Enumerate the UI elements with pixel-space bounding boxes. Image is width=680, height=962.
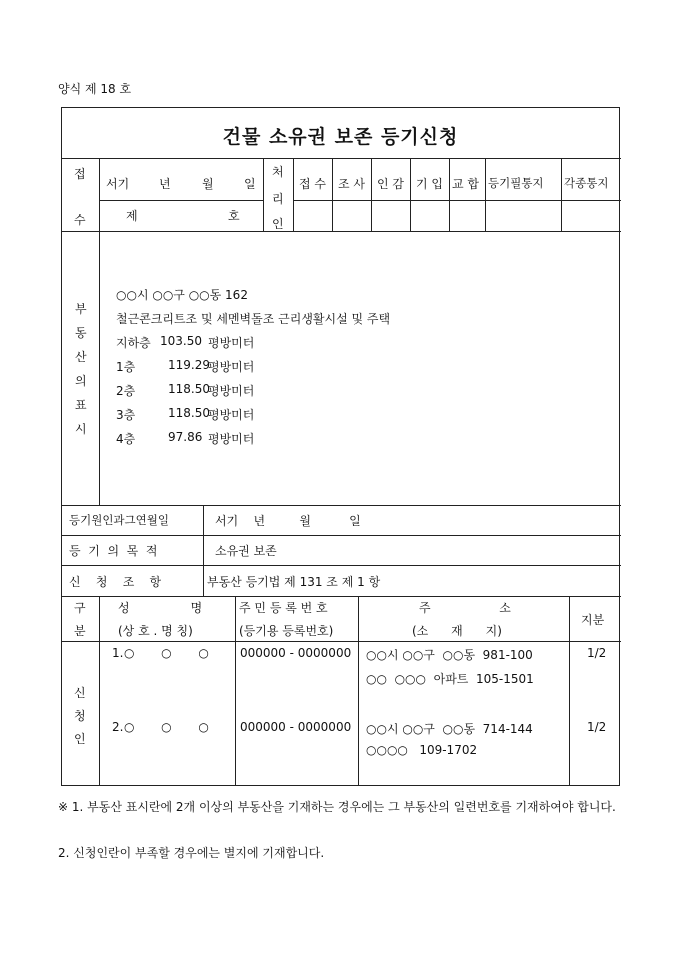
divider <box>293 200 621 201</box>
receipt-label-top: 접 <box>74 167 86 181</box>
divider <box>99 596 100 786</box>
divider <box>485 158 486 231</box>
col-seal: 인 감 <box>377 177 404 191</box>
category-label: 분 <box>74 624 86 638</box>
note-2: 2. 신청인란이 부족할 경우에는 별지에 기재합니다. <box>58 846 325 860</box>
divider <box>62 231 621 232</box>
floor-area: 118.50 <box>168 382 210 396</box>
processor-label: 인 <box>272 217 284 231</box>
receipt-no-prefix: 제 <box>126 209 138 223</box>
applicant-name: ○ ○ ○ <box>124 720 209 734</box>
form-title: 건물 소유권 보존 등기신청 <box>222 126 459 148</box>
receipt-label-bottom: 수 <box>74 213 86 227</box>
address-header: 주 소 <box>419 601 511 615</box>
property-label: 동 <box>75 326 87 340</box>
applicants-label: 청 <box>74 709 86 723</box>
applicant-reg-no: 000000 - 0000000 <box>240 646 352 660</box>
floor-area: 103.50 <box>160 334 202 348</box>
applicant-name: ○ ○ ○ <box>124 646 209 660</box>
applicant-no: 2. <box>112 720 124 734</box>
col-other-notice: 각종통지 <box>564 176 609 190</box>
purpose-value: 소유권 보존 <box>215 544 277 558</box>
floor-unit: 평방미터 <box>208 384 255 398</box>
receipt-month: 월 <box>202 177 214 191</box>
divider <box>62 596 621 597</box>
property-structure: 철근콘크리트조 및 세멘벽돌조 근리생활시설 및 주택 <box>116 312 391 326</box>
divider <box>99 158 100 505</box>
property-label: 산 <box>75 350 87 364</box>
applicants-label: 신 <box>74 686 86 700</box>
processor-label: 리 <box>272 192 284 206</box>
property-label: 의 <box>75 374 87 388</box>
receipt-no-suffix: 호 <box>228 209 240 223</box>
divider <box>410 158 411 231</box>
col-entry: 기 입 <box>416 177 443 191</box>
applicant-no: 1. <box>112 646 124 660</box>
applicant-share: 1/2 <box>587 646 607 660</box>
category-label: 구 <box>74 601 86 615</box>
divider <box>569 596 570 786</box>
clause-label: 신 청 조 항 <box>69 575 162 589</box>
receipt-year: 년 <box>159 177 171 191</box>
floor-unit: 평방미터 <box>208 432 255 446</box>
divider <box>371 158 372 231</box>
reg-no-subheader: (등기용 등록번호) <box>239 624 334 638</box>
floor-name: 4층 <box>116 432 136 446</box>
property-label: 부 <box>75 302 87 316</box>
divider <box>449 158 450 231</box>
address-subheader: (소 재 지) <box>412 624 502 638</box>
divider <box>62 505 621 506</box>
divider <box>332 158 333 231</box>
property-label: 시 <box>75 422 87 436</box>
name-header: 성 명 <box>118 601 203 615</box>
applicants-label: 인 <box>74 732 86 746</box>
divider <box>62 565 621 566</box>
property-address: ○○시 ○○구 ○○동 162 <box>116 288 248 302</box>
floor-name: 3층 <box>116 408 136 422</box>
applicant-reg-no: 000000 - 0000000 <box>240 720 352 734</box>
property-label: 표 <box>75 398 87 412</box>
floor-name: 2층 <box>116 384 136 398</box>
floor-name: 1층 <box>116 360 136 374</box>
reg-no-header: 주 민 등 록 번 호 <box>239 601 328 615</box>
form-number: 양식 제 18 호 <box>58 82 132 96</box>
receipt-day: 일 <box>244 177 256 191</box>
receipt-year-prefix: 서기 <box>106 177 130 191</box>
floor-name: 지하층 <box>116 336 151 350</box>
note-1: ※ 1. 부동산 표시란에 2개 이상의 부동산을 기재하는 경우에는 그 부동산의 일련번호를 기재하여야 합니다. <box>58 800 616 814</box>
col-receipt: 접 수 <box>299 177 326 191</box>
divider <box>358 596 359 786</box>
registration-form <box>61 107 620 786</box>
cause-date-value: 서기 년 월 일 <box>215 514 361 528</box>
divider <box>62 641 621 642</box>
divider <box>263 158 264 231</box>
applicant-address-line2: ○○○○ 109-1702 <box>366 743 478 757</box>
floor-area: 119.29 <box>168 358 210 372</box>
divider <box>99 200 263 201</box>
applicant-address-line1: ○○시 ○○구 ○○동 714-144 <box>366 722 533 736</box>
applicant-address-line2: ○○ ○○○ 아파트 105-1501 <box>366 672 534 686</box>
cause-date-label: 등기원인과그연월일 <box>69 513 169 527</box>
col-check: 교 합 <box>452 177 479 191</box>
divider <box>235 596 236 786</box>
col-completion-notice: 등기필통지 <box>488 176 544 190</box>
applicant-address-line1: ○○시 ○○구 ○○동 981-100 <box>366 648 533 662</box>
divider <box>62 535 621 536</box>
name-subheader: (상 호 . 명 칭) <box>118 624 193 638</box>
floor-area: 118.50 <box>168 406 210 420</box>
divider <box>203 505 204 596</box>
floor-area: 97.86 <box>168 430 203 444</box>
col-review: 조 사 <box>338 177 365 191</box>
divider <box>293 158 294 231</box>
divider <box>62 158 621 159</box>
purpose-label: 등 기 의 목 적 <box>69 544 158 558</box>
applicant-share: 1/2 <box>587 720 607 734</box>
share-header: 지분 <box>581 613 605 627</box>
divider <box>561 158 562 231</box>
floor-unit: 평방미터 <box>208 360 255 374</box>
processor-label: 처 <box>272 165 284 179</box>
clause-value: 부동산 등기법 제 131 조 제 1 항 <box>207 575 381 589</box>
floor-unit: 평방미터 <box>208 336 255 350</box>
floor-unit: 평방미터 <box>208 408 255 422</box>
